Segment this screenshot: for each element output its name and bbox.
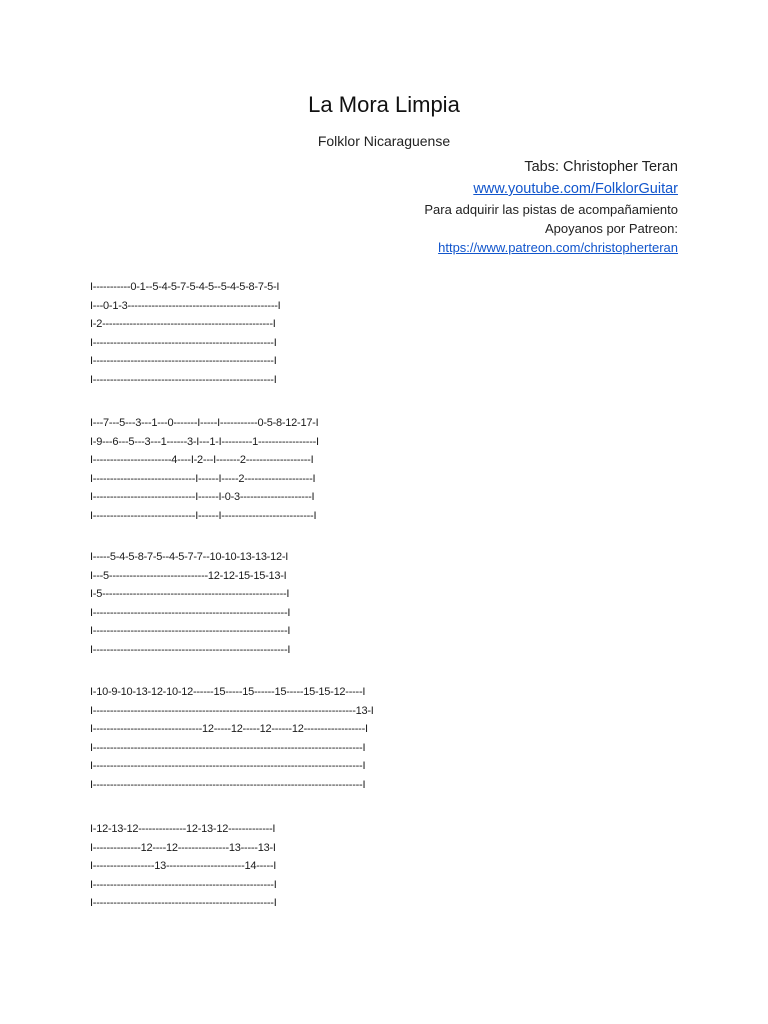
- tab-block-4: [90, 683, 374, 795]
- tab-block-2: [90, 414, 319, 526]
- tab-line: I-9---6---5---3---1------3-I---1-I---------1-----------------I: [90, 435, 319, 448]
- tab-line: I-----------------------------------------------------I: [90, 897, 277, 910]
- tab-line: I--------------------------------12-----12-----12------12------------------I: [90, 723, 368, 736]
- tab-block-1: [90, 278, 280, 390]
- tabs-author: Tabs: Christopher Teran: [524, 159, 678, 175]
- youtube-link-row: [424, 178, 678, 200]
- tab-line: I-----------------------------------------------------I: [90, 878, 277, 891]
- tab-line: I-----------------------------------------------------I: [90, 373, 277, 386]
- page-title: La Mora Limpia: [308, 92, 460, 117]
- tab-line: I-2--------------------------------------------------I: [90, 318, 276, 331]
- tab-line: I------------------13-----------------------14-----I: [90, 860, 277, 873]
- page-subtitle: Folklor Nicaraguense: [317, 133, 451, 149]
- tab-block-3: [90, 548, 290, 660]
- tab-line: I-----------------------------------------------------I: [90, 355, 277, 368]
- tab-line: I---0-1-3--------------------------------------------I: [90, 299, 281, 312]
- tab-block-5: [90, 820, 277, 913]
- tab-line: I-------------------------------------------------------------------------------I: [90, 741, 366, 754]
- tab-line: I-----------------------------------------------------I: [90, 336, 277, 349]
- tab-line: I-----------------------4----I-2---I-------2-------------------I: [90, 454, 314, 467]
- tab-line: I------------------------------I------I-----2--------------------I: [90, 472, 316, 485]
- tab-line: I-12-13-12--------------12-13-12-------------I: [90, 823, 276, 835]
- tab-line: I------------------------------I------I-0-3---------------------I: [90, 491, 315, 504]
- tab-line: I-----------------------------------------------------------------------------13-I: [90, 704, 374, 717]
- tab-line: I-------------------------------------------------------------------------------I: [90, 760, 366, 773]
- tab-line: I-------------------------------------------------------------------------------I: [90, 778, 366, 791]
- tab-line: I---5-----------------------------12-12-15-15-13-I: [90, 569, 287, 582]
- tab-line: I---------------------------------------------------------I: [90, 625, 291, 638]
- support-note: Apoyanos por Patreon:: [545, 221, 678, 236]
- credits-block: [424, 156, 678, 258]
- tab-line: I-----5-4-5-8-7-5--4-5-7-7--10-10-13-13-12-I: [90, 551, 289, 563]
- youtube-link[interactable]: www.youtube.com/FolklorGuitar: [473, 181, 678, 197]
- tab-line: I-----------0-1--5-4-5-7-5-4-5--5-4-5-8-7-5-I: [90, 281, 280, 293]
- patreon-link-row: [424, 238, 678, 258]
- tab-line: I-10-9-10-13-12-10-12------15-----15------15-----15-15-12-----I: [90, 686, 366, 698]
- patreon-link[interactable]: https://www.patreon.com/christopherteran: [438, 240, 678, 255]
- tab-line: I---------------------------------------------------------I: [90, 606, 291, 619]
- tab-line: I-5------------------------------------------------------I: [90, 588, 290, 601]
- tab-line: I---7---5---3---1---0-------I-----I-----------0-5-8-12-17-I: [90, 417, 319, 429]
- tab-line: I--------------12----12---------------13-----13-I: [90, 841, 276, 854]
- purchase-note: Para adquirir las pistas de acompañamiento: [424, 202, 678, 217]
- tab-line: I------------------------------I------I---------------------------I: [90, 509, 317, 522]
- tab-line: I---------------------------------------------------------I: [90, 643, 291, 656]
